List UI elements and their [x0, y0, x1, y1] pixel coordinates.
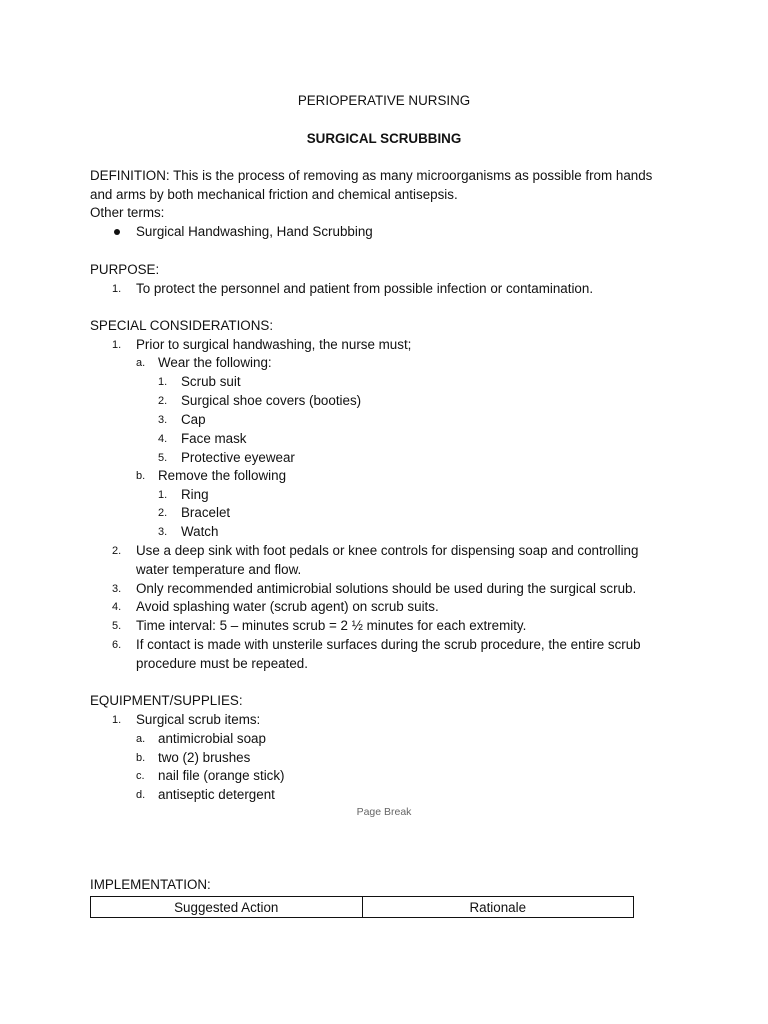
list-marker: 2. [112, 545, 122, 557]
list-marker: 1. [112, 283, 122, 295]
list-item: antimicrobial soap [158, 731, 266, 746]
list-item: Surgical scrub items: [136, 712, 261, 727]
list-item: Wear the following: [158, 355, 272, 370]
list-item: Avoid splashing water (scrub agent) on scrub suits. [136, 599, 439, 614]
list-item: Face mask [181, 431, 247, 446]
list-marker: 1. [112, 714, 122, 726]
list-item: Remove the following [158, 468, 287, 483]
special-considerations-label: SPECIAL CONSIDERATIONS: [90, 318, 274, 333]
list-item: If contact is made with unsterile surfaces during the scrub procedure, the entire scrub [136, 637, 641, 652]
other-terms-item: Surgical Handwashing, Hand Scrubbing [136, 224, 373, 239]
bullet-icon [114, 229, 120, 235]
implementation-table [90, 896, 634, 918]
list-item: Bracelet [181, 505, 231, 520]
list-item-continuation: water temperature and flow. [136, 562, 302, 577]
other-terms-label: Other terms: [90, 205, 165, 220]
list-marker: b. [136, 752, 146, 764]
list-marker: 1. [158, 376, 168, 388]
list-marker: c. [136, 770, 145, 782]
list-marker: 4. [158, 433, 168, 445]
document-title: PERIOPERATIVE NURSING [297, 93, 471, 108]
list-marker: 2. [158, 507, 168, 519]
purpose-item: To protect the personnel and patient from possible infection or contamination. [136, 281, 594, 296]
list-marker: 3. [158, 526, 168, 538]
list-item: antiseptic detergent [158, 787, 275, 802]
list-item: Use a deep sink with foot pedals or knee controls for dispensing soap and controlling [136, 543, 639, 558]
list-item: Prior to surgical handwashing, the nurse must; [136, 337, 412, 352]
list-item: Only recommended antimicrobial solutions should be used during the surgical scrub. [136, 581, 637, 596]
list-item: Protective eyewear [181, 450, 295, 465]
list-marker: 3. [112, 583, 122, 595]
list-marker: 5. [112, 620, 122, 632]
column-header-suggested-action: Suggested Action [91, 897, 363, 918]
list-item: Time interval: 5 – minutes scrub = 2 ½ minutes for each extremity. [136, 618, 527, 633]
list-item: Watch [181, 524, 219, 539]
equipment-label: EQUIPMENT/SUPPLIES: [90, 693, 243, 708]
list-marker: 1. [158, 489, 168, 501]
list-marker: d. [136, 789, 146, 801]
list-item: Scrub suit [181, 374, 241, 389]
list-item: Ring [181, 487, 209, 502]
list-marker: b. [136, 470, 146, 482]
definition-line-2: and arms by both mechanical friction and chemical antisepsis. [90, 187, 458, 202]
definition-line-1: DEFINITION: This is the process of removing as many microorganisms as possible from hands [90, 168, 653, 183]
section-title: SURGICAL SCRUBBING [306, 131, 462, 146]
list-marker: 4. [112, 601, 122, 613]
list-item: two (2) brushes [158, 750, 251, 765]
list-marker: a. [136, 357, 146, 369]
list-item-continuation: procedure must be repeated. [136, 656, 308, 671]
list-marker: 1. [112, 339, 122, 351]
list-marker: 2. [158, 395, 168, 407]
list-marker: 6. [112, 639, 122, 651]
list-marker: 3. [158, 414, 168, 426]
implementation-label: IMPLEMENTATION: [90, 877, 211, 892]
column-header-rationale: Rationale [362, 897, 634, 918]
page-break-marker: Page Break [356, 806, 412, 818]
list-marker: a. [136, 733, 146, 745]
list-item: Cap [181, 412, 206, 427]
table-header-row [91, 897, 634, 918]
list-marker: 5. [158, 452, 168, 464]
purpose-label: PURPOSE: [90, 262, 160, 277]
list-item: nail file (orange stick) [158, 768, 285, 783]
list-item: Surgical shoe covers (booties) [181, 393, 362, 408]
